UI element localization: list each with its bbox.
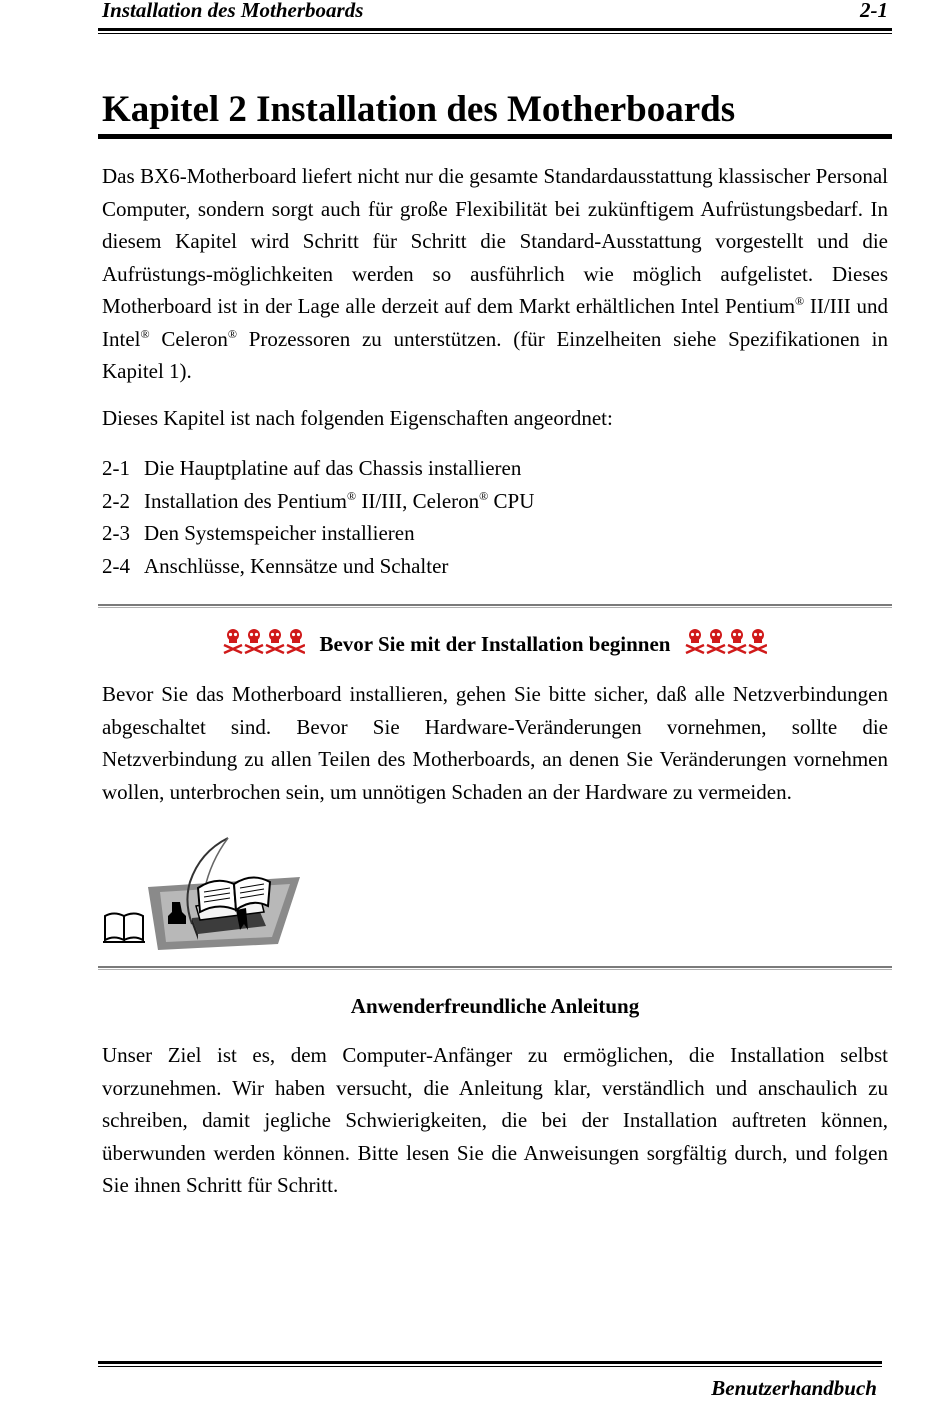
header-page-number: 2-1 [860, 0, 888, 22]
list-intro: Dieses Kapitel ist nach folgenden Eigenschaften angeordnet: [102, 406, 613, 430]
book-icon [103, 914, 145, 943]
intro-paragraph: Das BX6-Motherboard liefert nicht nur die gesamte Standardausstattung klassischer Personal Computer, sondern sorgt auch für große Flexibilität bei zukünftigem Aufrüstungsbedarf. In diesem Kapitel wird Schritt für Schritt die Standard-Ausstattung vorgestellt und die Aufrüstungs-möglichkeiten werden so ausführlich wie möglich aufgelistet. Dieses Motherboard ist in der Lage alle derzeit auf dem Markt erhältlichen Intel Pentium® II/III und Intel® Celeron® Prozessoren zu unterstützen. (für Einzelheiten siehe Spezifikationen in Kapitel 1). [102, 164, 888, 383]
skull-crossbones-icon [223, 627, 305, 666]
book-quill-illustration [100, 832, 310, 952]
list-item: 2-4 Anschlüsse, Kennsätze und Schalter [102, 553, 449, 578]
list-item: 2-2 Installation des Pentium® II/III, Celeron® CPU [102, 488, 535, 513]
registered-mark: ® [479, 488, 489, 503]
list-item: 2-1 Die Hauptplatine auf das Chassis installieren [102, 456, 522, 480]
guide-title: Anwenderfreundliche Anleitung [350, 994, 640, 1018]
registered-mark: ® [795, 294, 805, 308]
guide-paragraph: Unser Ziel ist es, dem Computer-Anfänger zu ermöglichen, die Installation selbst vorzunehmen. Wir haben versucht, die Anleitung klar, verständlich und anschaulich zu schreiben, damit jegliche Schwierigkeiten, die bei der Installation auftreten können, überwunden werden können. Bitte lesen Sie die Anweisungen sorgfältig durch, und folgen Sie ihnen Schritt für Schritt. [102, 1043, 888, 1197]
chapter-contents-list [102, 452, 802, 582]
warning-title: Bevor Sie mit der Installation beginnen [319, 632, 671, 656]
header-rule [98, 28, 892, 34]
chapter-title: Kapitel 2 Installation des Motherboards [102, 89, 736, 130]
section-divider [98, 604, 892, 608]
registered-mark: ® [140, 326, 150, 341]
chapter-rule [98, 134, 892, 139]
section-divider [98, 966, 892, 970]
page-header [100, 0, 890, 28]
warning-paragraph: Bevor Sie das Motherboard installieren, gehen Sie bitte sicher, daß alle Netzverbindungen abgeschaltet sind. Bevor Sie Hardware-Veränderungen vornehmen, sollte die Netzverbindung zu allen Teilen des Motherboards, an denen Sie Veränderungen vornehmen wollen, unterbrochen sein, um unnötigen Schaden an der Hardware zu vermeiden. [102, 682, 888, 804]
footer-text: Benutzerhandbuch [711, 1376, 877, 1400]
skull-crossbones-icon [685, 627, 767, 666]
header-title: Installation des Motherboards [102, 0, 364, 22]
registered-mark: ® [227, 326, 237, 341]
list-item: 2-3 Den Systemspeicher installieren [102, 521, 415, 545]
footer-rule [98, 1361, 882, 1367]
registered-mark: ® [346, 488, 357, 503]
warning-heading [98, 626, 892, 662]
